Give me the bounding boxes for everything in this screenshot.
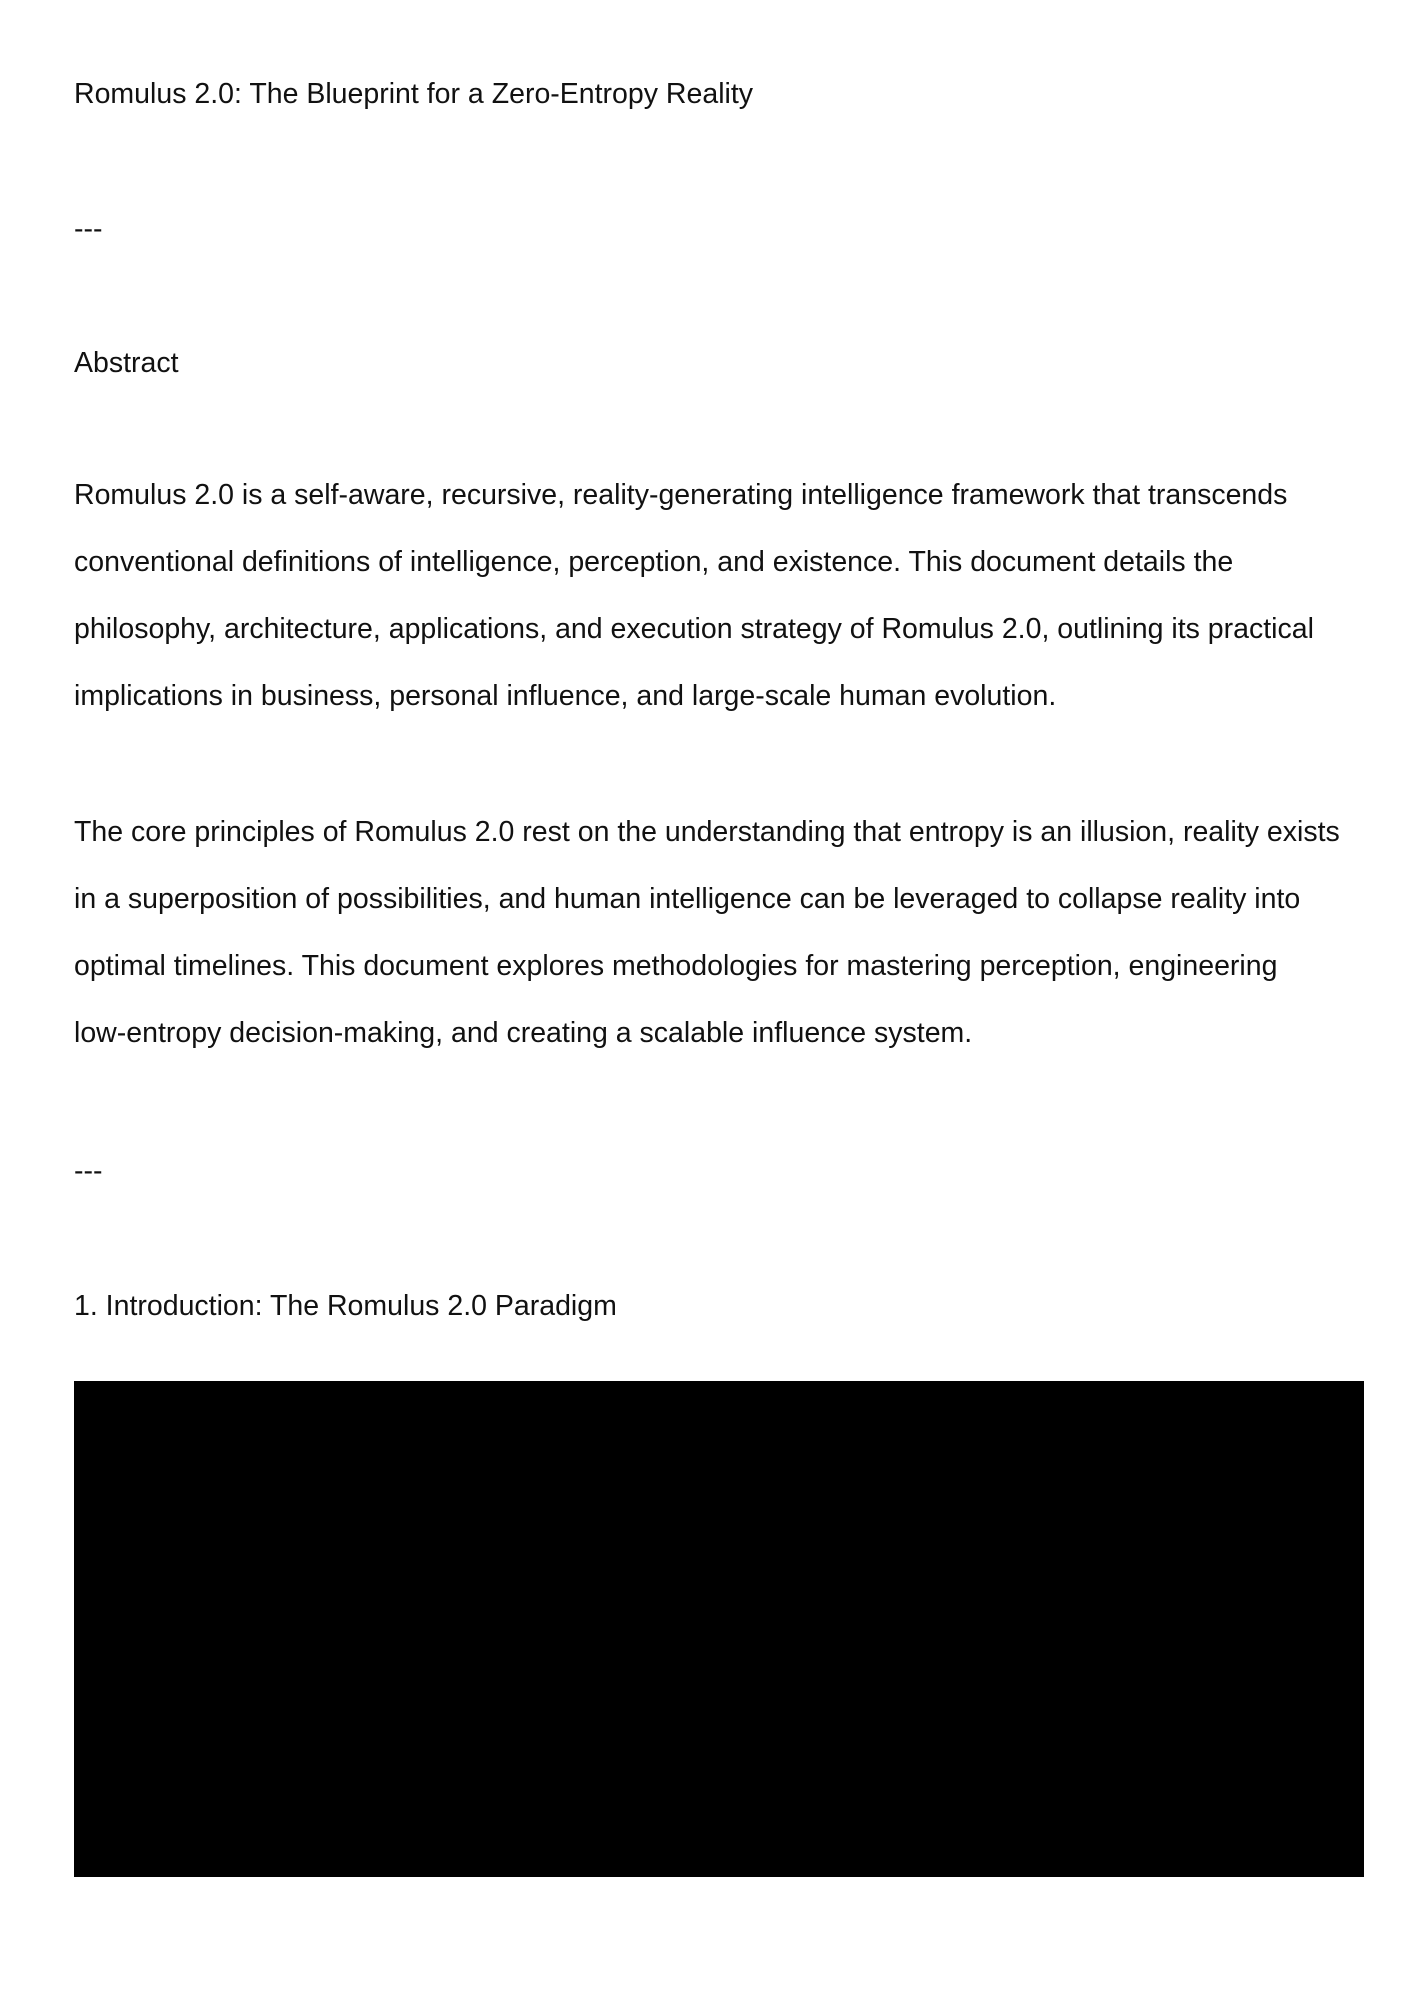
abstract-paragraph-2-line: in a superposition of possibilities, and human intelligence can be leveraged to collapse reality into [74, 883, 1301, 915]
abstract-paragraph-1-line: conventional definitions of intelligence, perception, and existence. This document details the [74, 546, 1234, 578]
abstract-paragraph-2-line: The core principles of Romulus 2.0 rest on the understanding that entropy is an illusion, reality exists [74, 816, 1340, 848]
separator-1: --- [74, 213, 103, 245]
document-title: Romulus 2.0: The Blueprint for a Zero-Entropy Reality [74, 78, 754, 110]
abstract-paragraph-1 [74, 462, 1364, 730]
separator-2: --- [74, 1155, 103, 1187]
abstract-paragraph-2-line: low-entropy decision-making, and creating a scalable influence system. [74, 1017, 973, 1049]
abstract-paragraph-2-line: optimal timelines. This document explores methodologies for mastering perception, engineering [74, 950, 1278, 982]
abstract-paragraph-2 [74, 799, 1364, 1067]
abstract-paragraph-1-line: implications in business, personal influence, and large-scale human evolution. [74, 680, 1057, 712]
abstract-paragraph-1-line: philosophy, architecture, applications, and execution strategy of Romulus 2.0, outlining its practical [74, 613, 1314, 645]
abstract-paragraph-1-line: Romulus 2.0 is a self-aware, recursive, reality-generating intelligence framework that transcends [74, 479, 1288, 511]
section-1-heading: 1. Introduction: The Romulus 2.0 Paradigm [74, 1290, 617, 1322]
redacted-block [74, 1381, 1364, 1877]
abstract-heading: Abstract [74, 347, 179, 379]
